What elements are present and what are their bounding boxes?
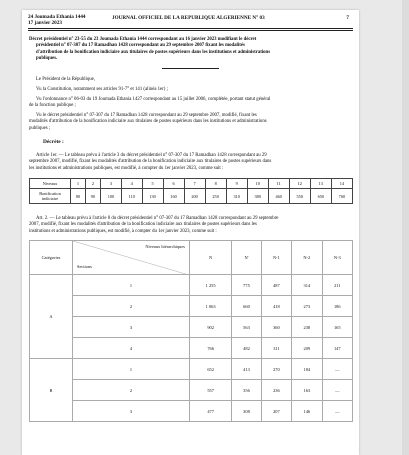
article-2: Art. 2. — Le tableau prévu à l'article 8 du décret présidentiel n° 07-307 du 17 Ramadhan 1428 correspondant au 29 septembre xyxy=(36,216,279,221)
header-date xyxy=(28,14,86,27)
header-categories: Catégories xyxy=(30,241,73,275)
article-2: 2007, modifié, fixant les modalités d'attribution de la bonification indiciaire aux titulaires de postes supérieurs dans les xyxy=(29,222,257,228)
table-cell: 80 xyxy=(71,189,86,204)
section-cell: 4 xyxy=(73,338,190,359)
value-cell: — xyxy=(322,380,352,401)
article-1: septembre 2007, modifié, fixant les modalités d'attribution de la bonification indiciaire aux titulaires de postes supérieurs dans xyxy=(29,159,272,165)
table-cell: 160 xyxy=(163,189,184,204)
value-cell: 211 xyxy=(322,275,352,296)
journal-title: JOURNAL OFFICIEL DE LA REPUBLIQUE ALGERIENNE N° 03 xyxy=(112,15,265,21)
value-cell: 557 xyxy=(190,380,232,401)
decree-title-line: publiques. xyxy=(36,55,58,61)
value-cell: 308 xyxy=(232,401,261,422)
value-cell: 660 xyxy=(232,296,261,317)
section-cell: 2 xyxy=(73,296,190,317)
table-row xyxy=(30,275,353,296)
value-cell: 356 xyxy=(232,380,261,401)
value-cell: 236 xyxy=(261,380,291,401)
article-2: institutions et administrations publiques, est modifié, à compter du 1er janvier 2023, comme suit : xyxy=(29,228,217,234)
table-cell: 310 xyxy=(226,189,247,204)
header-np: N' xyxy=(232,241,261,275)
table-cell: 3 xyxy=(100,179,121,189)
table-header-row xyxy=(30,241,353,275)
table-cell: 6 xyxy=(163,179,184,189)
header-sections: Sections xyxy=(77,264,92,269)
decree-title-line: présidentiel n° 07-307 du 17 Ramadhan 1428 correspondant au 29 septembre 2007 fixant les modalités xyxy=(36,43,245,49)
table-cell: 550 xyxy=(289,189,310,204)
value-cell: 360 xyxy=(261,317,291,338)
table-row xyxy=(30,317,353,338)
value-cell: 766 xyxy=(190,338,232,359)
table-row xyxy=(30,359,353,380)
table-cell: 380 xyxy=(247,189,268,204)
category-cell: A xyxy=(30,275,73,359)
value-cell: 209 xyxy=(292,338,322,359)
value-cell: 1 255 xyxy=(190,275,232,296)
paragraph: Vu le décret présidentiel n° 07-307 du 17 Ramadhan 1428 correspondant au 29 septembre 2007, modifié, fixant les xyxy=(36,113,257,118)
section-cell: 3 xyxy=(73,317,190,338)
value-cell: 418 xyxy=(261,296,291,317)
header-rule-2 xyxy=(28,30,353,31)
section-cell: 2 xyxy=(73,380,190,401)
table-row xyxy=(30,380,353,401)
table-cell: 12 xyxy=(289,179,310,189)
table-cell: 100 xyxy=(100,189,121,204)
table-row xyxy=(30,189,353,204)
value-cell: 186 xyxy=(322,296,352,317)
value-cell: 147 xyxy=(322,338,352,359)
value-cell: 273 xyxy=(292,296,322,317)
table-row xyxy=(30,179,353,189)
table-cell: 90 xyxy=(85,189,100,204)
value-cell: 238 xyxy=(292,317,322,338)
decree-title-line: d'attribution de la bonification indiciaire aux titulaires de postes supérieurs dans les institutions et administrations xyxy=(36,49,271,55)
paragraph: de la fonction publique ; xyxy=(29,103,76,109)
section-cell: 3 xyxy=(73,401,190,422)
table-cell: 8 xyxy=(205,179,226,189)
section-cell: 1 xyxy=(73,275,190,296)
decree-title-line: Décret présidentiel n° 23-55 du 23 Joumada Ethania 1444 correspondant au 16 janvier 2023 modifiant le décret xyxy=(29,37,257,42)
value-cell: 413 xyxy=(232,359,261,380)
separator xyxy=(162,68,219,69)
table-cell: 650 xyxy=(310,189,331,204)
paragraph: publiques ; xyxy=(29,125,51,131)
article-1: les institutions et administrations publiques, est modifié, à compter du 1er janvier 2023, comme suit : xyxy=(29,165,224,171)
value-cell: 184 xyxy=(292,359,322,380)
value-cell: 775 xyxy=(232,275,261,296)
paragraph: Vu la Constitution, notamment ses articles 91-7° et 141 (alinéa 1er) ; xyxy=(36,87,168,92)
value-cell: 652 xyxy=(190,359,232,380)
table-cell: 200 xyxy=(184,189,205,204)
document-page xyxy=(22,10,359,455)
header-n2: N-2 xyxy=(292,241,322,275)
value-cell: 314 xyxy=(292,275,322,296)
value-cell: — xyxy=(322,359,352,380)
value-cell: 1 063 xyxy=(190,296,232,317)
table-cell: 2 xyxy=(85,179,100,189)
cell-text: Bonification xyxy=(39,191,61,196)
table-cell: 130 xyxy=(142,189,163,204)
paragraph: Vu l'ordonnance n° 06-03 du 19 Joumada Ethania 1427 correspondant au 15 juillet 2006, complétée, portant statut général xyxy=(36,97,271,102)
value-cell: 270 xyxy=(261,359,291,380)
header-sections-niveaux xyxy=(73,241,190,275)
salary-table xyxy=(29,240,353,422)
table-row xyxy=(30,338,353,359)
value-cell: 163 xyxy=(292,380,322,401)
decrete-heading: Décrète : xyxy=(43,139,64,145)
cell-text: indiciaire xyxy=(41,196,59,201)
table-cell: 14 xyxy=(331,179,352,189)
value-cell: 487 xyxy=(261,275,291,296)
value-cell: 902 xyxy=(190,317,232,338)
viewer-scrollbar[interactable] xyxy=(402,0,409,455)
table-cell: 1 xyxy=(71,179,86,189)
table-cell: 9 xyxy=(226,179,247,189)
value-cell: 207 xyxy=(261,401,291,422)
table-cell: 5 xyxy=(142,179,163,189)
table-cell: 7 xyxy=(184,179,205,189)
paragraph: modalités d'attribution de la bonification indiciaire aux titulaires de postes supérieurs dans les institutions et administrations xyxy=(29,119,267,125)
header-date-gregorian: 17 janvier 2023 xyxy=(28,20,62,27)
category-cell: B xyxy=(30,359,73,422)
table-cell: 110 xyxy=(121,189,142,204)
table-cell: 13 xyxy=(310,179,331,189)
value-cell: 482 xyxy=(232,338,261,359)
header-date-hijri: 24 Joumada Ethania 1444 xyxy=(28,14,86,20)
paragraph: Le Président de la République, xyxy=(36,77,96,82)
table-cell: 460 xyxy=(268,189,289,204)
table-row xyxy=(30,401,353,422)
table-row xyxy=(30,296,353,317)
header-n3: N-3 xyxy=(322,241,352,275)
value-cell: — xyxy=(322,401,352,422)
value-cell: 165 xyxy=(322,317,352,338)
bonification-table xyxy=(29,178,353,204)
article-1: Article 1er. — Le tableau prévu à l'article 3 du décret présidentiel n° 07-307 du 17 Ramadhan 1428 correspondant au 29 xyxy=(36,153,267,158)
table-cell: 760 xyxy=(331,189,352,204)
table-cell: Niveaux xyxy=(30,179,71,189)
table-cell: 11 xyxy=(268,179,289,189)
table-cell xyxy=(30,189,71,204)
page-number: 7 xyxy=(346,15,349,21)
header-niveaux: Niveaux hiérarchiques xyxy=(145,244,185,249)
section-cell: 1 xyxy=(73,359,190,380)
table-cell: 4 xyxy=(121,179,142,189)
table-cell: 10 xyxy=(247,179,268,189)
value-cell: 311 xyxy=(261,338,291,359)
value-cell: 146 xyxy=(292,401,322,422)
table-cell: 250 xyxy=(205,189,226,204)
value-cell: 477 xyxy=(190,401,232,422)
header-n: N xyxy=(190,241,232,275)
header-n1: N-1 xyxy=(261,241,291,275)
value-cell: 563 xyxy=(232,317,261,338)
